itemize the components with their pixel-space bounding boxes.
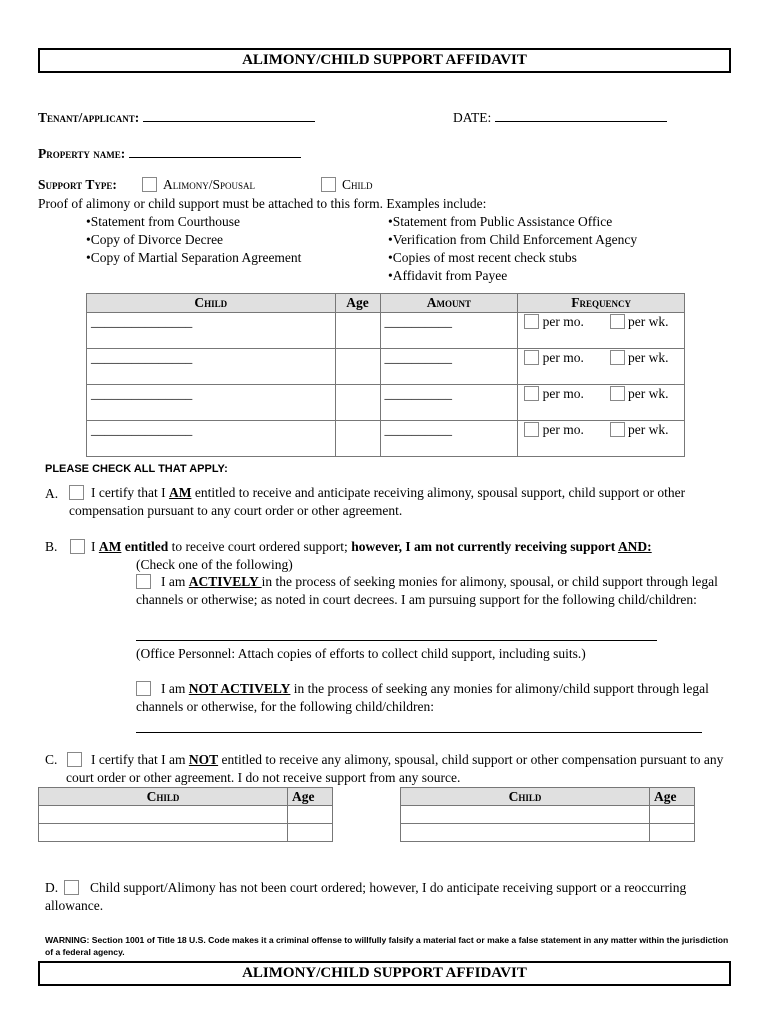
- example-item: •Statement from Public Assistance Office: [388, 214, 613, 229]
- age-cell[interactable]: [335, 421, 380, 457]
- proof-text: Proof of alimony or child support must be attached to this form. Examples include:: [38, 196, 487, 211]
- option-b-letter: B.: [45, 539, 58, 554]
- examples-left: [86, 213, 301, 267]
- option-a-letter: A.: [45, 486, 59, 501]
- support-table: [86, 293, 685, 457]
- per-wk-checkbox[interactable]: [610, 314, 625, 329]
- per-wk-cell: per wk.: [605, 349, 685, 385]
- tenant-label: Tenant/applicant:: [38, 110, 140, 125]
- option-c-text: I certify that I am NOT entitled to receive any alimony, spousal, child support or other compensation pursuant to any court order or other agreement. I do not receive support from any source.: [66, 752, 724, 785]
- per-mo-checkbox[interactable]: [524, 314, 539, 329]
- example-item: •Copy of Divorce Decree: [86, 232, 224, 247]
- date-row: [453, 108, 667, 127]
- warning-text: WARNING: Section 1001 of Title 18 U.S. Code makes it a criminal offense to willfully falsify a material fact or make a false statement in any matter within the jurisdiction of a federal agency.: [45, 935, 729, 957]
- table-row: [39, 824, 333, 842]
- per-mo-cell: per mo.: [518, 313, 605, 349]
- amount-cell[interactable]: __________: [380, 349, 518, 385]
- table-row: [87, 421, 685, 457]
- c-header-child: Child: [39, 788, 288, 806]
- per-mo-cell: per mo.: [518, 421, 605, 457]
- amount-cell[interactable]: __________: [380, 385, 518, 421]
- age-cell[interactable]: [288, 824, 333, 842]
- option-b-checkbox[interactable]: [70, 539, 85, 554]
- property-row: [38, 144, 301, 163]
- option-d-letter: D.: [45, 880, 59, 895]
- tenant-input[interactable]: [143, 108, 315, 122]
- per-wk-cell: per wk.: [605, 313, 685, 349]
- header-age: Age: [335, 294, 380, 313]
- child-cell[interactable]: _______________: [87, 421, 336, 457]
- support-type-label: Support Type:: [38, 177, 117, 192]
- per-mo-checkbox[interactable]: [524, 350, 539, 365]
- child-cell[interactable]: [39, 824, 288, 842]
- age-cell[interactable]: [335, 385, 380, 421]
- age-cell[interactable]: [650, 806, 695, 824]
- table-row: [87, 313, 685, 349]
- table-row: [87, 349, 685, 385]
- example-item: •Affidavit from Payee: [388, 268, 508, 283]
- age-cell[interactable]: [335, 313, 380, 349]
- child-checkbox[interactable]: [321, 177, 336, 192]
- child-cell[interactable]: [401, 806, 650, 824]
- example-item: •Verification from Child Enforcement Agency: [388, 232, 638, 247]
- age-cell[interactable]: [335, 349, 380, 385]
- c-header-age: Age: [650, 788, 695, 806]
- examples-right: [388, 213, 637, 285]
- support-type-row: [38, 176, 117, 194]
- header-frequency: Frequency: [518, 294, 685, 313]
- age-cell[interactable]: [650, 824, 695, 842]
- c-table-left: [38, 787, 333, 842]
- c-table-right: [400, 787, 695, 842]
- child-label: Child: [342, 177, 373, 192]
- table-row: [87, 385, 685, 421]
- option-d-text: Child support/Alimony has not been court ordered; however, I do anticipate receiving support or a reoccurring allowance.: [45, 880, 687, 913]
- per-mo-checkbox[interactable]: [524, 386, 539, 401]
- option-b-text: I AM entitled to receive court ordered support; however, I am not currently receiving support AND:: [91, 539, 652, 554]
- child-cell[interactable]: _______________: [87, 349, 336, 385]
- table-row: [401, 824, 695, 842]
- per-wk-cell: per wk.: [605, 421, 685, 457]
- c-header-child: Child: [401, 788, 650, 806]
- example-item: •Copy of Martial Separation Agreement: [86, 250, 302, 265]
- alimony-label: Alimony/Spousal: [163, 177, 256, 192]
- option-c-letter: C.: [45, 752, 58, 767]
- child-cell[interactable]: [401, 824, 650, 842]
- office-personnel-note: (Office Personnel: Attach copies of efforts to collect child support, including suits.): [136, 646, 586, 661]
- per-mo-checkbox[interactable]: [524, 422, 539, 437]
- per-wk-checkbox[interactable]: [610, 422, 625, 437]
- alimony-checkbox[interactable]: [142, 177, 157, 192]
- property-label: Property name:: [38, 146, 126, 161]
- per-wk-cell: per wk.: [605, 385, 685, 421]
- amount-cell[interactable]: __________: [380, 421, 518, 457]
- per-mo-cell: per mo.: [518, 349, 605, 385]
- age-cell[interactable]: [288, 806, 333, 824]
- child-cell[interactable]: _______________: [87, 313, 336, 349]
- example-item: •Statement from Courthouse: [86, 214, 240, 229]
- property-input[interactable]: [129, 144, 301, 158]
- check-all-heading: PLEASE CHECK ALL THAT APPLY:: [45, 463, 228, 475]
- header-child: Child: [87, 294, 336, 313]
- date-input[interactable]: [495, 108, 667, 122]
- child-cell[interactable]: _______________: [87, 385, 336, 421]
- not-actively-text: I am NOT ACTIVELY in the process of seeking any monies for alimony/child support through legal channels or otherwise, for the following child/children:: [136, 681, 709, 714]
- header-amount: Amount: [380, 294, 518, 313]
- date-label: DATE:: [453, 110, 492, 125]
- option-a-text: I certify that I AM entitled to receive and anticipate receiving alimony, spousal support, child support or other compensation pursuant to any court order or other agreement.: [69, 485, 686, 518]
- not-actively-children-line[interactable]: [136, 732, 702, 733]
- per-wk-checkbox[interactable]: [610, 350, 625, 365]
- per-mo-cell: per mo.: [518, 385, 605, 421]
- amount-cell[interactable]: __________: [380, 313, 518, 349]
- child-cell[interactable]: [39, 806, 288, 824]
- table-row: [401, 806, 695, 824]
- per-wk-checkbox[interactable]: [610, 386, 625, 401]
- tenant-row: [38, 108, 315, 127]
- check-one-note: (Check one of the following): [136, 557, 293, 572]
- c-header-age: Age: [288, 788, 333, 806]
- form-title-top: ALIMONY/CHILD SUPPORT AFFIDAVIT: [38, 48, 731, 73]
- actively-children-line[interactable]: [136, 640, 657, 641]
- form-title-bottom: ALIMONY/CHILD SUPPORT AFFIDAVIT: [38, 961, 731, 986]
- table-row: [39, 806, 333, 824]
- actively-text: I am ACTIVELY in the process of seeking monies for alimony, spousal, or child support through legal channels or otherwise; as noted in court decrees. I am pursuing support for the following child/children:: [136, 574, 718, 607]
- example-item: •Copies of most recent check stubs: [388, 250, 577, 265]
